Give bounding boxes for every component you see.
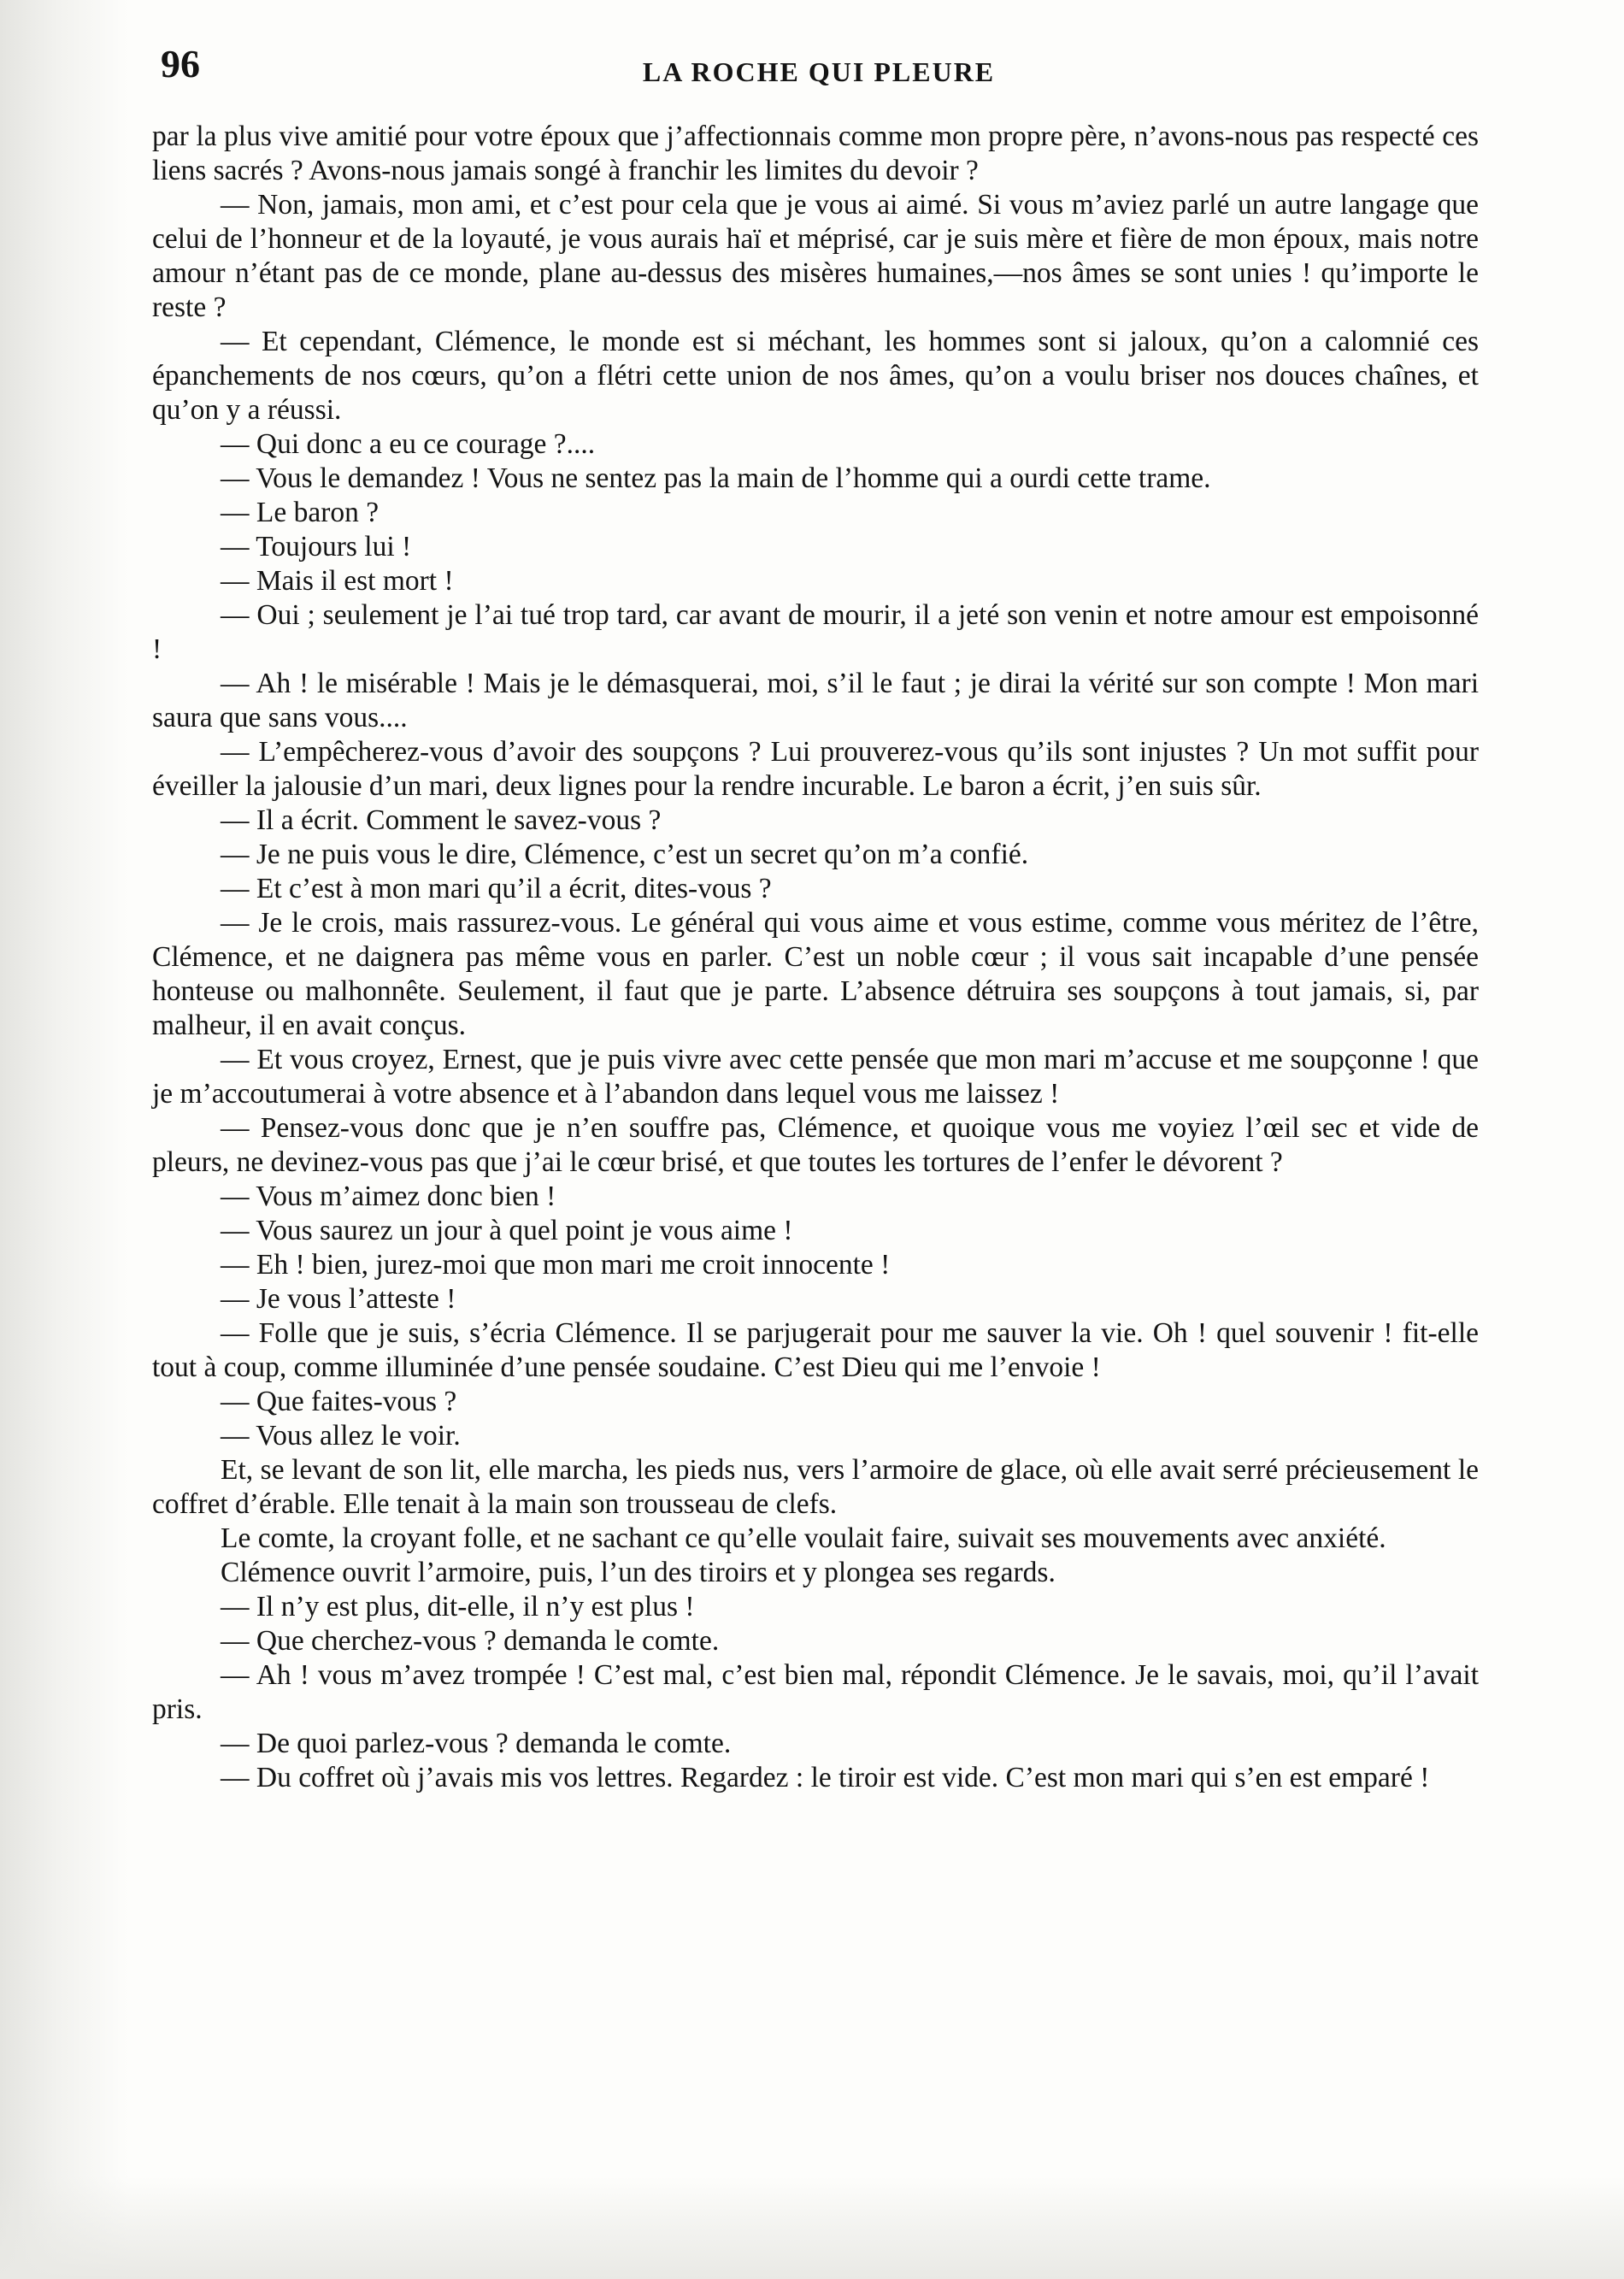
- paragraph: par la plus vive amitié pour votre époux que j’affectionnais comme mon propre père, n’avons-nous pas respecté ces liens sacrés ? Avons-nous jamais songé à franchir les limites du devoir ?: [152, 121, 1479, 186]
- paragraph: — Que cherchez-vous ? demanda le comte.: [221, 1625, 720, 1657]
- paragraph: — L’empêcherez-vous d’avoir des soupçons ? Lui prouverez-vous qu’ils sont injustes ? Un mot suffit pour éveiller la jalousie d’un mari, deux lignes pour la rendre incurable. Le baron a écrit, j’en suis sûr.: [152, 736, 1479, 802]
- paragraph: — Et cependant, Clémence, le monde est si méchant, les hommes sont si jaloux, qu’on a calomnié ces épanchements de nos cœurs, qu’on a flétri cette union de nos âmes, qu’on a voulu briser nos douces chaînes, et qu’on y a réussi.: [152, 326, 1479, 426]
- paragraph: — Je ne puis vous le dire, Clémence, c’est un secret qu’on m’a confié.: [221, 839, 1029, 870]
- paragraph: — Le baron ?: [221, 497, 380, 528]
- paragraph: — Mais il est mort !: [221, 565, 454, 597]
- page-edge-shadow: [0, 0, 128, 2279]
- page-header: [161, 41, 1477, 101]
- paragraph: — Et c’est à mon mari qu’il a écrit, dites-vous ?: [221, 873, 772, 904]
- paragraph: Clémence ouvrit l’armoire, puis, l’un des tiroirs et y plongea ses regards.: [221, 1557, 1056, 1588]
- paragraph: — Vous saurez un jour à quel point je vous aime !: [221, 1215, 793, 1246]
- body-text: [152, 120, 1479, 1795]
- paragraph: — Qui donc a eu ce courage ?....: [221, 428, 596, 460]
- paragraph: Et, se levant de son lit, elle marcha, les pieds nus, vers l’armoire de glace, où elle avait serré précieusement le coffret d’érable. Elle tenait à la main son trousseau de clefs.: [152, 1454, 1479, 1520]
- page-number: 96: [161, 42, 200, 85]
- paragraph: — Eh ! bien, jurez-moi que mon mari me croit innocente !: [221, 1249, 891, 1281]
- paragraph: Le comte, la croyant folle, et ne sachant ce qu’elle voulait faire, suivait ses mouvements avec anxiété.: [221, 1522, 1386, 1554]
- paragraph: — Ah ! vous m’avez trompée ! C’est mal, c’est bien mal, répondit Clémence. Je le savais, moi, qu’il l’avait pris.: [152, 1659, 1479, 1725]
- paragraph: — Oui ; seulement je l’ai tué trop tard, car avant de mourir, il a jeté son venin et notre amour est empoisonné !: [152, 599, 1479, 665]
- paragraph: — Folle que je suis, s’écria Clémence. Il se parjugerait pour me sauver la vie. Oh ! quel souvenir ! fit-elle tout à coup, comme illuminée d’une pensée soudaine. C’est Dieu qui me l’envoie !: [152, 1317, 1479, 1383]
- paragraph: — De quoi parlez-vous ? demanda le comte.: [221, 1728, 732, 1759]
- paragraph: — Du coffret où j’avais mis vos lettres. Regardez : le tiroir est vide. C’est mon mari qui s’en est emparé !: [221, 1762, 1430, 1793]
- paragraph: — Il n’y est plus, dit-elle, il n’y est plus !: [221, 1591, 695, 1622]
- paragraph: — Il a écrit. Comment le savez-vous ?: [221, 804, 662, 836]
- running-title: LA ROCHE QUI PLEURE: [642, 56, 996, 87]
- paragraph: — Ah ! le misérable ! Mais je le démasquerai, moi, s’il le faut ; je dirai la vérité sur son compte ! Mon mari saura que sans vous....: [152, 668, 1479, 733]
- paragraph: — Et vous croyez, Ernest, que je puis vivre avec cette pensée que mon mari m’accuse et me soupçonne ! que je m’accoutumerai à votre absence et à l’abandon dans lequel vous me laissez !: [152, 1044, 1479, 1110]
- paragraph: — Vous le demandez ! Vous ne sentez pas la main de l’homme qui a ourdi cette trame.: [221, 462, 1211, 494]
- paragraph: — Vous allez le voir.: [221, 1420, 461, 1452]
- paragraph: — Je le crois, mais rassurez-vous. Le général qui vous aime et vous estime, comme vous méritez de l’être, Clémence, et ne daignera pas même vous en parler. C’est un noble cœur ; il vous sait incapable d’une pensée honteuse ou malhonnête. Seulement, il faut que je parte. L’absence détruira ses soupçons à tout jamais, si, par malheur, il en avait conçus.: [152, 907, 1479, 1041]
- paragraph: — Je vous l’atteste !: [221, 1283, 456, 1315]
- page-bottom-shadow: [0, 2176, 1624, 2279]
- paragraph: — Non, jamais, mon ami, et c’est pour cela que je vous ai aimé. Si vous m’aviez parlé un autre langage que celui de l’honneur et de la loyauté, je vous aurais haï et méprisé, car je suis mère et fière de mon époux, mais notre amour n’étant pas de ce monde, plane au-dessus des misères humaines,—nos âmes se sont unies ! qu’importe le reste ?: [152, 189, 1479, 323]
- paragraph: — Vous m’aimez donc bien !: [221, 1181, 556, 1212]
- paragraph: — Pensez-vous donc que je n’en souffre pas, Clémence, et quoique vous me voyiez l’œil sec et vide de pleurs, ne devinez-vous pas que j’ai le cœur brisé, et que toutes les tortures de l’enfer le dévorent ?: [152, 1112, 1479, 1178]
- paragraph: — Que faites-vous ?: [221, 1386, 457, 1417]
- paragraph: — Toujours lui !: [221, 531, 412, 562]
